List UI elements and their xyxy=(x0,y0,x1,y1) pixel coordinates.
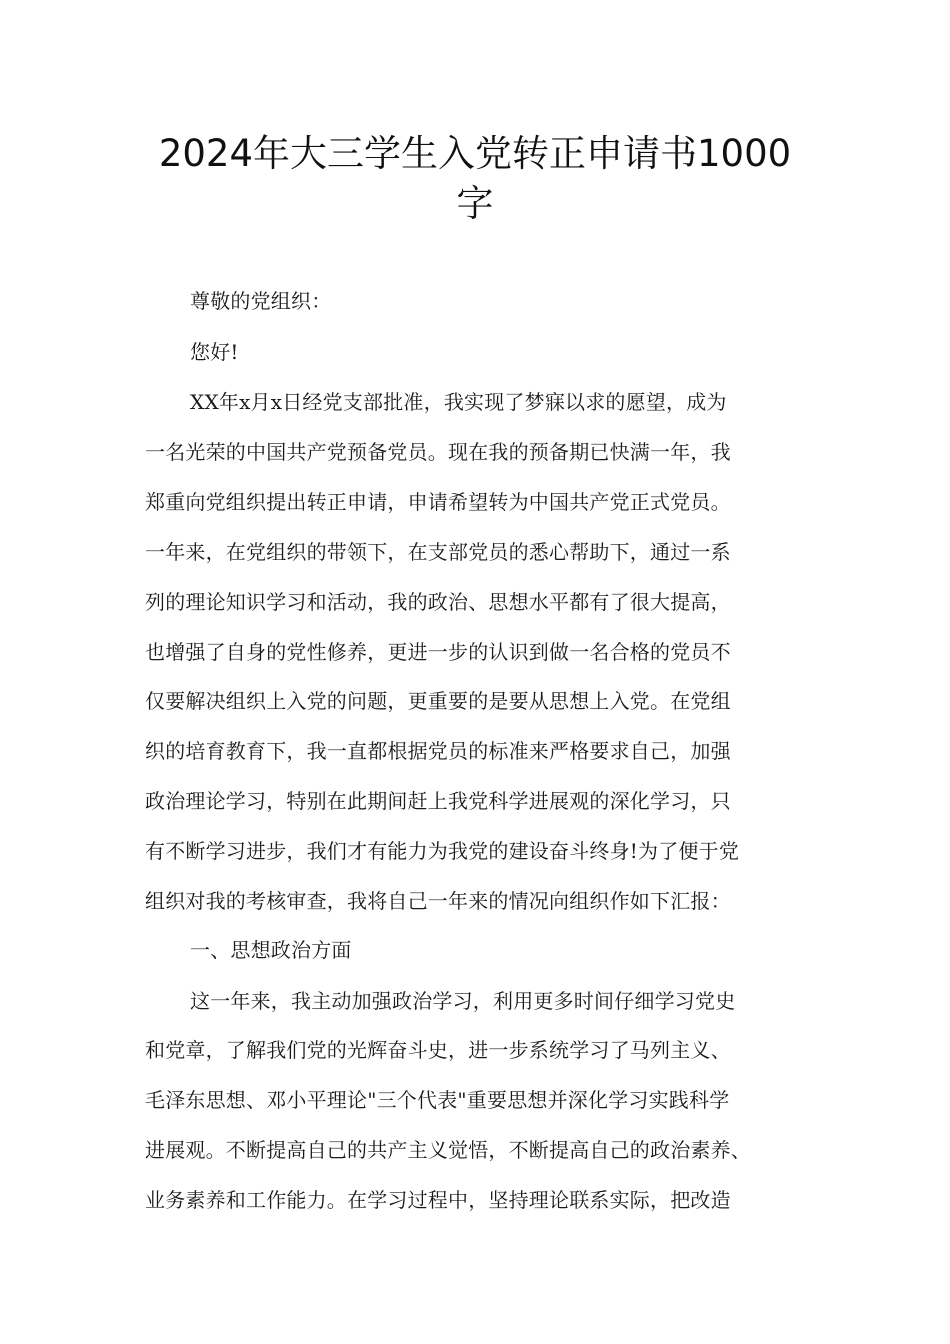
paragraph-line: 一名光荣的中国共产党预备党员。现在我的预备期已快满一年，我 xyxy=(145,440,731,464)
paragraph-line: 和党章，了解我们党的光辉奋斗史，进一步系统学习了马列主义、 xyxy=(145,1038,731,1062)
paragraph-line: 业务素养和工作能力。在学习过程中，坚持理论联系实际，把改造 xyxy=(145,1188,731,1212)
section-heading: 一、思想政治方面 xyxy=(190,938,352,962)
paragraph-line: 列的理论知识学习和活动，我的政治、思想水平都有了很大提高， xyxy=(145,590,731,614)
paragraph-line: 郑重向党组织提出转正申请，申请希望转为中国共产党正式党员。 xyxy=(145,490,731,514)
paragraph-line: 毛泽东思想、邓小平理论"三个代表"重要思想并深化学习实践科学 xyxy=(145,1088,730,1112)
paragraph-line: 也增强了自身的党性修养，更进一步的认识到做一名合格的党员不 xyxy=(145,640,731,664)
document-title-continued: 字 xyxy=(456,182,494,225)
paragraph-line: 一年来，在党组织的带领下，在支部党员的悉心帮助下，通过一系 xyxy=(145,540,731,564)
paragraph-line: 组织对我的考核审查，我将自己一年来的情况向组织作如下汇报： xyxy=(145,889,731,913)
paragraph-line: 进展观。不断提高自己的共产主义觉悟，不断提高自己的政治素养、 xyxy=(145,1138,751,1162)
document-title: 2024年大三学生入党转正申请书1000 xyxy=(158,132,792,175)
paragraph-line: 仅要解决组织上入党的问题，更重要的是要从思想上入党。在党组 xyxy=(145,689,731,713)
paragraph-line: 织的培育教育下，我一直都根据党员的标准来严格要求自己，加强 xyxy=(145,739,731,763)
paragraph-line: 有不断学习进步，我们才有能力为我党的建设奋斗终身!为了便于党 xyxy=(145,839,740,863)
salutation: 尊敬的党组织： xyxy=(190,289,332,313)
greeting: 您好! xyxy=(190,340,239,364)
paragraph-line: 这一年来，我主动加强政治学习，利用更多时间仔细学习党史 xyxy=(190,989,736,1013)
paragraph-line: 政治理论学习，特别在此期间赶上我党科学进展观的深化学习，只 xyxy=(145,789,731,813)
paragraph-line: XX年x月x日经党支部批准，我实现了梦寐以求的愿望，成为 xyxy=(190,390,727,414)
